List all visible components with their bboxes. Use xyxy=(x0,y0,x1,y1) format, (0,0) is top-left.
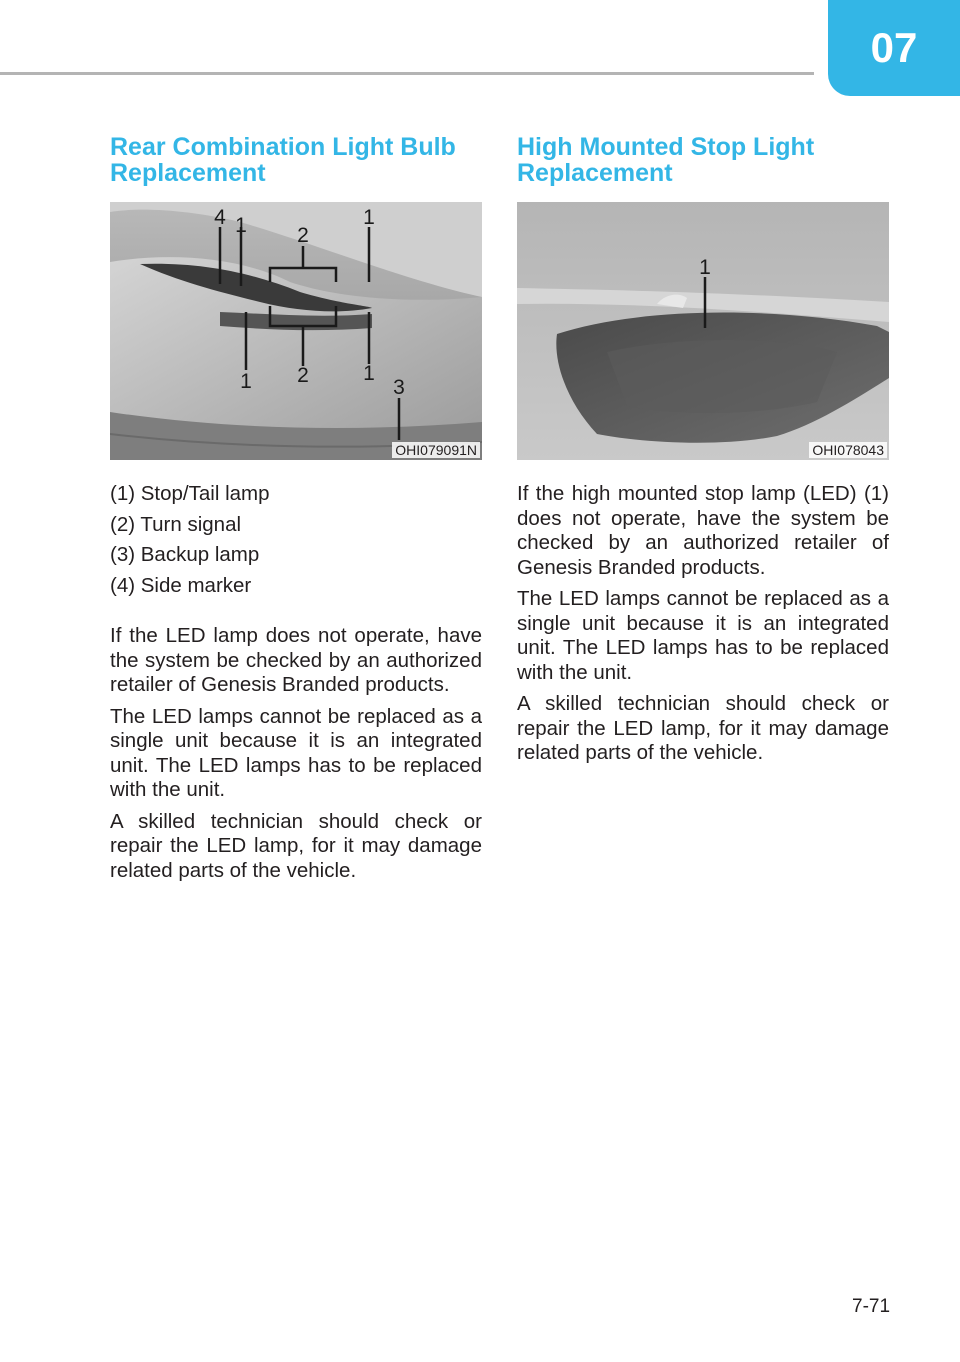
high-mounted-text xyxy=(517,482,889,773)
legend-item: (3) Backup lamp xyxy=(110,543,260,566)
callout-1-upper-right: 1 xyxy=(363,206,375,229)
page-number: 7-71 xyxy=(852,1296,891,1317)
rear-combination-text xyxy=(110,482,482,890)
callout-4-side-marker: 4 xyxy=(214,206,226,229)
paragraph: The LED lamps cannot be replaced as a single unit because it is an integrated unit. The LED lamps has to be replaced with the unit. xyxy=(517,587,889,684)
callout-1-lower-left: 1 xyxy=(240,370,252,393)
figure-code: OHI078043 xyxy=(809,442,887,458)
chapter-number: 07 xyxy=(870,24,918,71)
callout-2-upper: 2 xyxy=(297,224,309,247)
rear-light-figure xyxy=(110,202,482,460)
paragraph: If the LED lamp does not operate, have the system be checked by an authorized retailer of Genesis Branded products. xyxy=(110,624,482,696)
high-mount-light-figure xyxy=(517,202,889,460)
legend-item: (1) Stop/Tail lamp xyxy=(110,482,270,505)
section-title-rear-combination: Rear Combination Light Bulb Replacement xyxy=(110,133,456,187)
chapter-tab xyxy=(828,0,960,96)
legend-item: (2) Turn signal xyxy=(110,512,242,536)
figure-code: OHI079091N xyxy=(392,442,480,458)
high-mount-light-illustration xyxy=(517,202,889,460)
rear-light-illustration xyxy=(110,202,482,460)
callout-1-stop-lamp: 1 xyxy=(699,256,711,279)
callout-2-lower: 2 xyxy=(297,364,309,387)
paragraph: A skilled technician should check or repair the LED lamp, for it may damage related parts of the vehicle. xyxy=(517,692,889,764)
callout-1-lower-right: 1 xyxy=(363,362,375,385)
section-title-high-mounted: High Mounted Stop Light Replacement xyxy=(517,133,815,187)
header-rule xyxy=(0,72,814,75)
paragraph: The LED lamps cannot be replaced as a single unit because it is an integrated unit. The LED lamps has to be replaced with the unit. xyxy=(110,704,482,801)
paragraph: If the high mounted stop lamp (LED) (1) does not operate, have the system be checked by an authorized retailer of Genesis Branded products. xyxy=(517,482,889,579)
callout-1-upper-left: 1 xyxy=(235,214,247,237)
legend-item: (4) Side marker xyxy=(110,573,252,597)
paragraph: A skilled technician should check or repair the LED lamp, for it may damage related parts of the vehicle. xyxy=(110,809,482,882)
bulb-legend xyxy=(110,482,482,598)
callout-3-backup: 3 xyxy=(393,376,405,399)
